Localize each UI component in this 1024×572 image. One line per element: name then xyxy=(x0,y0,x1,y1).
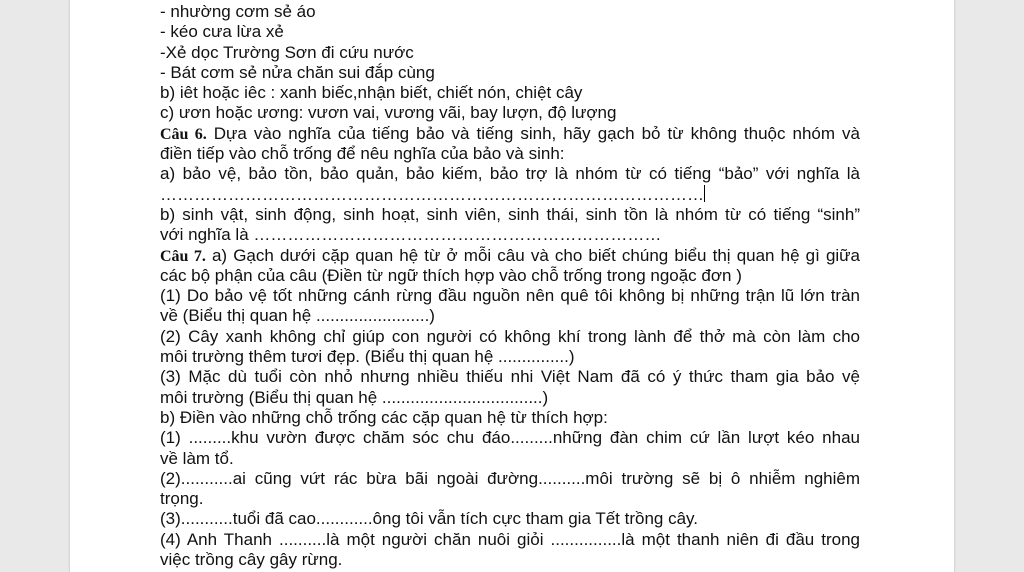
text-line: các bộ phận của câu (Điền từ ngữ thích hợp vào chỗ trống trong ngoặc đơn ) xyxy=(160,265,742,285)
text-line: (2) Cây xanh không chỉ giúp con người có không khí trong lành để thở mà còn làm cho xyxy=(160,326,860,346)
text-line: trọng. xyxy=(160,489,204,509)
text-line: với nghĩa là ……………………………………………………………… xyxy=(160,225,662,245)
document-body[interactable] xyxy=(160,2,860,570)
text-line: môi trường (Biểu thị quan hệ ..................................) xyxy=(160,387,549,407)
question-7-label: Câu 7. xyxy=(160,247,206,265)
question-6-text: Dựa vào nghĩa của tiếng bảo và tiếng sinh, hãy gạch bỏ từ không thuộc nhóm và xyxy=(206,123,861,143)
text-line: về làm tổ. xyxy=(160,448,234,468)
text-line: (3) Mặc dù tuổi còn nhỏ nhưng nhiều thiếu nhi Việt Nam đã có ý thức tham gia bảo vệ xyxy=(160,367,860,387)
document-page[interactable] xyxy=(70,0,954,572)
text-line: b) sinh vật, sinh động, sinh hoạt, sinh viên, sinh thái, sinh tồn là nhóm từ có tiếng “sinh” xyxy=(160,204,860,224)
answer-dots-line[interactable] xyxy=(160,185,860,205)
text-line: a) bảo vệ, bảo tồn, bảo quản, bảo kiếm, bảo trợ là nhóm từ có tiếng “bảo” với nghĩa là xyxy=(160,164,860,184)
question-7-heading xyxy=(160,246,860,266)
text-line: về (Biểu thị quan hệ ........................) xyxy=(160,306,435,326)
text-line: môi trường thêm tươi đẹp. (Biểu thị quan hệ ...............) xyxy=(160,347,575,367)
text-line: việc trồng cây gây rừng. xyxy=(160,550,343,570)
question-6-heading xyxy=(160,124,860,144)
question-6-label: Câu 6. xyxy=(160,125,207,143)
text-line: điền tiếp vào chỗ trống để nêu nghĩa của bảo và sinh: xyxy=(160,144,565,164)
text-line: (1) .........khu vườn được chăm sóc chu đáo.........những đàn chim cứ lần lượt kéo nhau xyxy=(160,428,860,448)
text-line: (2)...........ai cũng vứt rác bừa bãi ngoài đường..........môi trường sẽ bị ô nhiễm nghiêm xyxy=(160,468,860,488)
text-line: b) iêt hoặc iêc : xanh biếc,nhận biết, chiết nón, chiệt cây xyxy=(160,83,583,103)
answer-dots: …………………………………………………………………………………… xyxy=(160,184,704,204)
text-line: -Xẻ dọc Trường Sơn đi cứu nước xyxy=(160,42,414,62)
text-line: - Bát cơm sẻ nửa chăn sui đắp cùng xyxy=(160,62,435,82)
question-7-text: a) Gạch dưới cặp quan hệ từ ở mỗi câu và cho biết chúng biểu thị quan hệ gì giữa xyxy=(205,245,861,265)
text-line: b) Điền vào những chỗ trống các cặp quan hệ từ thích hợp: xyxy=(160,407,608,427)
text-line: - nhường cơm sẻ áo xyxy=(160,2,316,21)
text-line: (4) Anh Thanh ..........là một người chăn nuôi giỏi ...............là một thanh niên đi đầu trong xyxy=(160,529,860,549)
text-cursor xyxy=(704,185,705,202)
text-line: (1) Do bảo vệ tốt những cánh rừng đầu nguồn nên quê tôi không bị những trận lũ lớn tràn xyxy=(160,286,860,306)
text-line: (3)...........tuổi đã cao............ông tôi vẫn tích cực tham gia Tết trồng cây. xyxy=(160,509,698,529)
text-line: c) ươn hoặc ương: vươn vai, vương vãi, bay lượn, độ lượng xyxy=(160,103,617,123)
text-line: - kéo cưa lừa xẻ xyxy=(160,22,284,42)
